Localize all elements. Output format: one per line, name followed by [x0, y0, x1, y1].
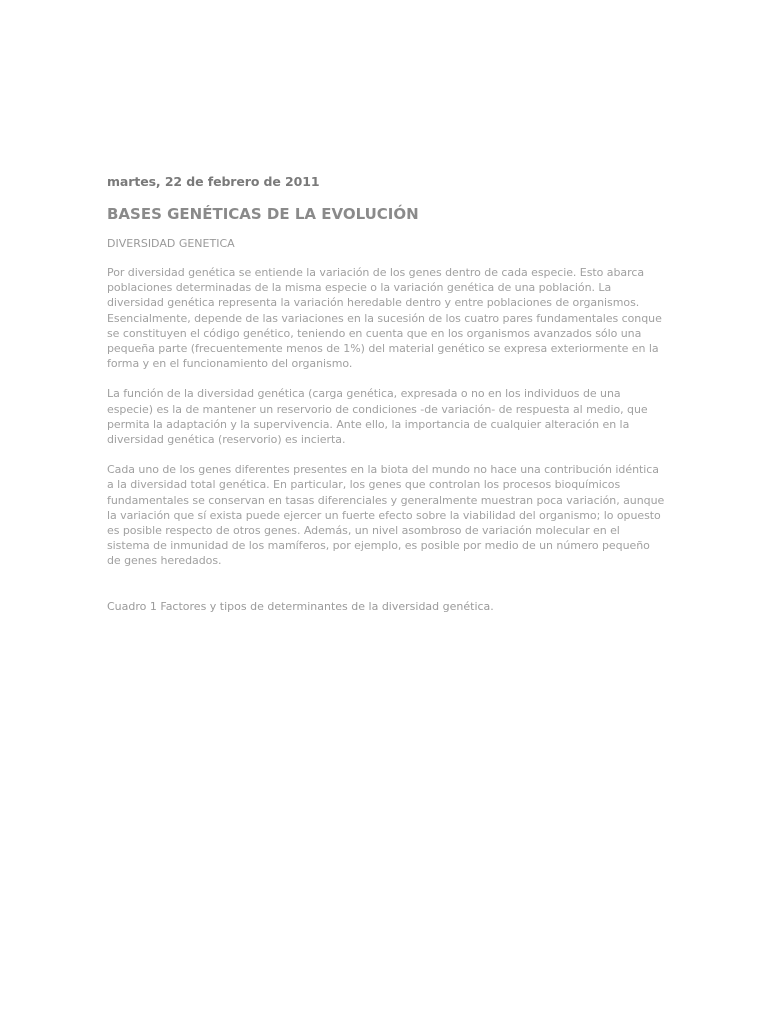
table-caption: Cuadro 1 Factores y tipos de determinantes de la diversidad genética.	[107, 599, 494, 613]
body-paragraph: Cada uno de los genes diferentes presentes en la biota del mundo no hace una contribución idéntica a la diversidad total genética. En particular, los genes que controlan los procesos bioquímicos fundamentales se conservan en tasas diferenciales y generalmente muestran poca variación, aunque la variación que sí exista puede ejercer un fuerte efecto sobre la viabilidad del organismo; lo opuesto es posible respecto de otros genes. Además, un nivel asombroso de variación molecular en el sistema de inmunidad de los mamíferos, por ejemplo, es posible por medio de un número pequeño de genes heredados.	[107, 463, 665, 568]
blog-post	[107, 174, 665, 613]
body-paragraph: La función de la diversidad genética (carga genética, expresada o no en los individuos de una especie) es la de mantener un reservorio de condiciones -de variación- de respuesta al medio, que permita la adaptación y la supervivencia. Ante ello, la importancia de cualquier alteración en la diversidad genética (reservorio) es incierta.	[107, 387, 648, 447]
date-header: martes, 22 de febrero de 2011	[107, 174, 320, 189]
section-heading: DIVERSIDAD GENETICA	[107, 237, 235, 250]
post-title: BASES GENÉTICAS DE LA EVOLUCIÓN	[107, 205, 419, 223]
body-paragraph: Por diversidad genética se entiende la variación de los genes dentro de cada especie. Esto abarca poblaciones determinadas de la misma especie o la variación genética de una población. La diversidad genética representa la variación heredable dentro y entre poblaciones de organismos. Esencialmente, depende de las variaciones en la sucesión de los cuatro pares fundamentales conque se constituyen el código genético, teniendo en cuenta que en los organismos avanzados sólo una pequeña parte (frecuentemente menos de 1%) del material genético se expresa exteriormente en la forma y en el funcionamiento del organismo.	[107, 266, 662, 371]
